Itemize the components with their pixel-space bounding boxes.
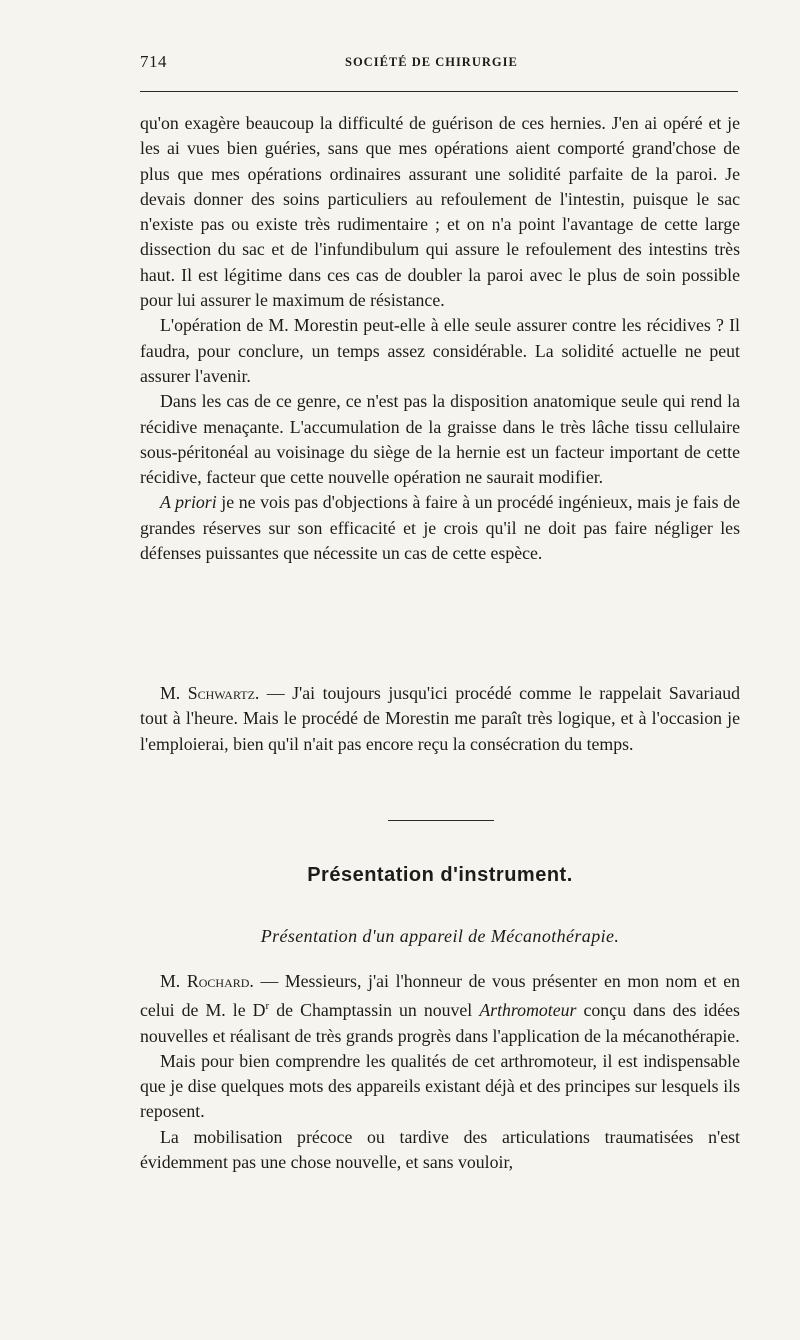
section-subtitle: Présentation d'un appareil de Mécanothérapie.	[260, 926, 620, 946]
paragraph: qu'on exagère beaucoup la difficulté de guérison de ces hernies. J'en ai opéré et je les ai vues bien guéries, sans que mes opérations aient comporté grand'chose de plus que mes opérations ordinaires assurant une solidité parfaite de la paroi. Je devais donner des soins particuliers au refoulement de l'intestin, puisque le sac n'existe pas ou existe très rudimentaire ; et on n'a point l'avantage de cette large dissection du sac et de l'infundibulum qui assure le refoulement des intestins très haut. Il est légitime dans ces cas de doubler la paroi avec le plus de soin possible pour lui assurer le maximum de résistance.	[140, 113, 740, 311]
discussion-continuation	[140, 111, 740, 566]
paragraph-text: de Champtassin un nouvel	[269, 1000, 480, 1021]
section-separator	[388, 820, 494, 821]
speaker-name: Schwartz.	[187, 683, 260, 703]
paragraph: L'opération de M. Morestin peut-elle à elle seule assurer contre les récidives ? Il faudra, pour conclure, un temps assez considérable. La solidité actuelle ne peut assurer l'avenir.	[140, 315, 740, 386]
section-title: Présentation d'instrument.	[307, 864, 573, 886]
italic-phrase: A priori	[160, 492, 217, 513]
page-number: 714	[140, 52, 167, 71]
paragraph: Mais pour bien comprendre les qualités de cet arthromoteur, il est indispensable que je dise quelques mots des appareils existant déjà et des principes sur lesquels ils reposent.	[140, 1050, 740, 1122]
paragraph-text: je ne vois pas d'objections à faire à un procédé ingénieux, mais je fais de grandes réserves sur son efficacité et je crois qu'il ne doit pas faire négliger les défenses puissantes que nécessite un cas de cette espèce.	[140, 492, 740, 564]
paragraph-text: conçu dans des idées nouvelles et réalisant de très grands progrès dans l'application de la mécanothérapie.	[140, 1000, 740, 1046]
speaker-name: Rochard.	[186, 971, 254, 991]
superscript: r	[265, 1000, 270, 1013]
speaker-prefix: M.	[160, 971, 187, 991]
paragraph: Dans les cas de ce genre, ce n'est pas la disposition anatomique seule qui rend la récidive menaçante. L'accumulation de la graisse dans le très lâche tissu cellulaire sous-péritonéal au voisinage du siège de la hernie est un facteur important de cette récidive, facteur que cette nouvelle opération ne saurait modifier.	[140, 391, 740, 488]
paragraph	[140, 969, 740, 1049]
page-header	[140, 52, 740, 74]
rochard-presentation	[140, 969, 740, 1175]
paragraph	[140, 490, 740, 566]
header-rule	[140, 91, 738, 92]
running-head: SOCIÉTÉ DE CHIRURGIE	[345, 55, 518, 69]
schwartz-remark	[140, 681, 740, 757]
paragraph-text: — Messieurs, j'ai l'honneur de vous présenter en mon nom et en celui de M. le D	[140, 971, 740, 1021]
italic-term: Arthromoteur	[479, 1000, 577, 1021]
speaker-prefix: M.	[160, 683, 188, 703]
paragraph-text: — J'ai toujours jusqu'ici procédé comme le rappelait Savariaud tout à l'heure. Mais le procédé de Morestin me paraît très logique, et à l'occasion je l'emploierai, bien qu'il n'ait pas encore reçu la consécration du temps.	[140, 683, 741, 754]
paragraph	[140, 681, 740, 757]
paragraph: La mobilisation précoce ou tardive des articulations traumatisées n'est évidemment pas une chose nouvelle, et sans vouloir,	[140, 1126, 740, 1172]
